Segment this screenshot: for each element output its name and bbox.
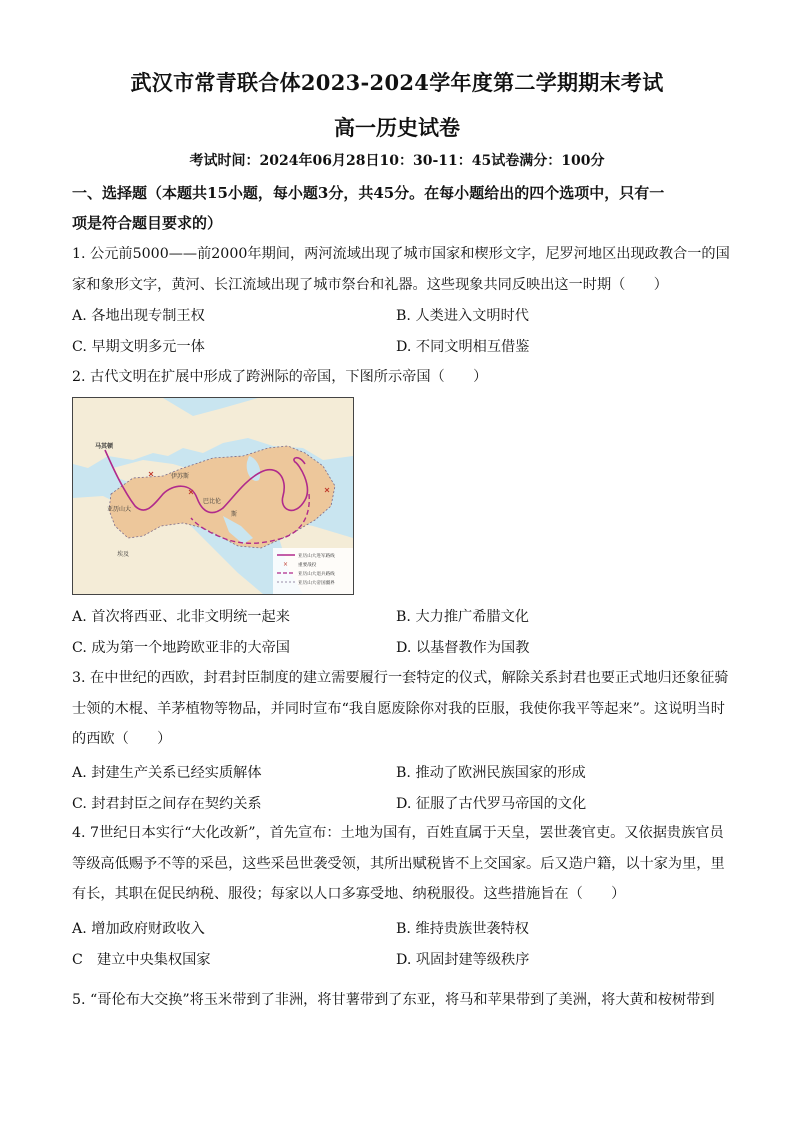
q3-option-d: D. 征服了古代罗马帝国的文化 <box>396 796 587 812</box>
map-legend <box>273 548 353 594</box>
map-label-issus: 伊苏斯 <box>171 473 190 480</box>
exam-subtitle: 高一历史试卷 <box>334 115 460 140</box>
q2-option-c: C. 成为第一个地跨欧亚非的大帝国 <box>72 640 290 656</box>
map-svg <box>73 398 353 594</box>
q4-option-b: B. 维持贵族世袭特权 <box>396 921 529 937</box>
alexander-empire-map <box>72 397 354 595</box>
q1-option-b: B. 人类进入文明时代 <box>396 308 529 324</box>
legend-advance: 亚历山大进军路线 <box>298 554 335 559</box>
map-label-alexandria: 亚历山大 <box>107 506 132 513</box>
q3-option-c: C. 封君封臣之间存在契约关系 <box>72 796 262 812</box>
q1-option-a: A. 各地出现专制王权 <box>72 308 205 324</box>
q3-option-b: B. 推动了欧洲民族国家的形成 <box>396 765 586 781</box>
legend-battle: 重要战役 <box>298 563 317 568</box>
question-3: 3. 在中世纪的西欧，封君封臣制度的建立需要履行一套特定的仪式，解除关系封君也要正式地归还象征骑 士领的木棍、羊茅植物等物品，并同时宣布“我自愿废除你对我的臣服，我使你我平等起来”。这说明当时 的西欧（ ） <box>72 670 729 747</box>
q3-option-a: A. 封建生产关系已经实质解体 <box>72 765 262 781</box>
q4-option-a: A. 增加政府财政收入 <box>72 921 205 937</box>
q2-option-d: D. 以基督教作为国教 <box>396 640 530 656</box>
map-label-persia: 斯 <box>231 511 238 518</box>
question-2: 2. 古代文明在扩展中形成了跨洲际的帝国，下图所示帝国（ ） <box>72 369 488 385</box>
map-label-egypt: 埃及 <box>117 551 130 558</box>
map-label-macedonia: 马其顿 <box>95 443 114 450</box>
q4-option-c: C 建立中央集权国家 <box>72 952 211 968</box>
legend-retreat: 亚历山大退兵路线 <box>298 572 335 577</box>
q2-option-a: A. 首次将西亚、北非文明统一起来 <box>72 609 290 625</box>
exam-title: 武汉市常青联合体2023-2024学年度第二学期期末考试 <box>130 70 664 95</box>
section-heading: 一、选择题（本题共15小题，每小题3分，共45分。在每小题给出的四个选项中，只有一 项是符合题目要求的） <box>72 184 665 232</box>
exam-info: 考试时间：2024年06月28日10：30-11：45试卷满分：100分 <box>189 153 605 169</box>
legend-boundary: 亚历山大帝国疆界 <box>298 581 335 586</box>
question-5: 5. “哥伦布大交换”将玉米带到了非洲，将甘薯带到了东亚，将马和苹果带到了美洲，将大黄和桉树带到 <box>72 992 715 1008</box>
q1-option-c: C. 早期文明多元一体 <box>72 339 205 355</box>
map-label-babylon: 巴比伦 <box>203 498 222 505</box>
svg-text:×: × <box>283 561 289 568</box>
q4-option-d: D. 巩固封建等级秩序 <box>396 952 530 968</box>
question-1: 1. 公元前5000——前2000年期间，两河流域出现了城市国家和楔形文字，尼罗河地区出现政教合一的国 家和象形文字，黄河、长江流域出现了城市祭台和礼器。这些现象共同反映出这一时期（ ） <box>72 246 730 293</box>
question-4: 4. 7世纪日本实行“大化改新”，首先宣布：土地为国有，百姓直属于天皇，罢世袭官吏。又依据贵族官员 等级高低赐予不等的采邑，这些采邑世袭受领，其所出赋税皆不上交国家。后又造户籍，以十家为里，里 有长，其职在促民纳税、服役；每家以人口多寡受地、纳税服役。这些措施旨在（ ） <box>72 825 725 902</box>
q2-option-b: B. 大力推广希腊文化 <box>396 609 529 625</box>
q1-option-d: D. 不同文明相互借鉴 <box>396 339 530 355</box>
